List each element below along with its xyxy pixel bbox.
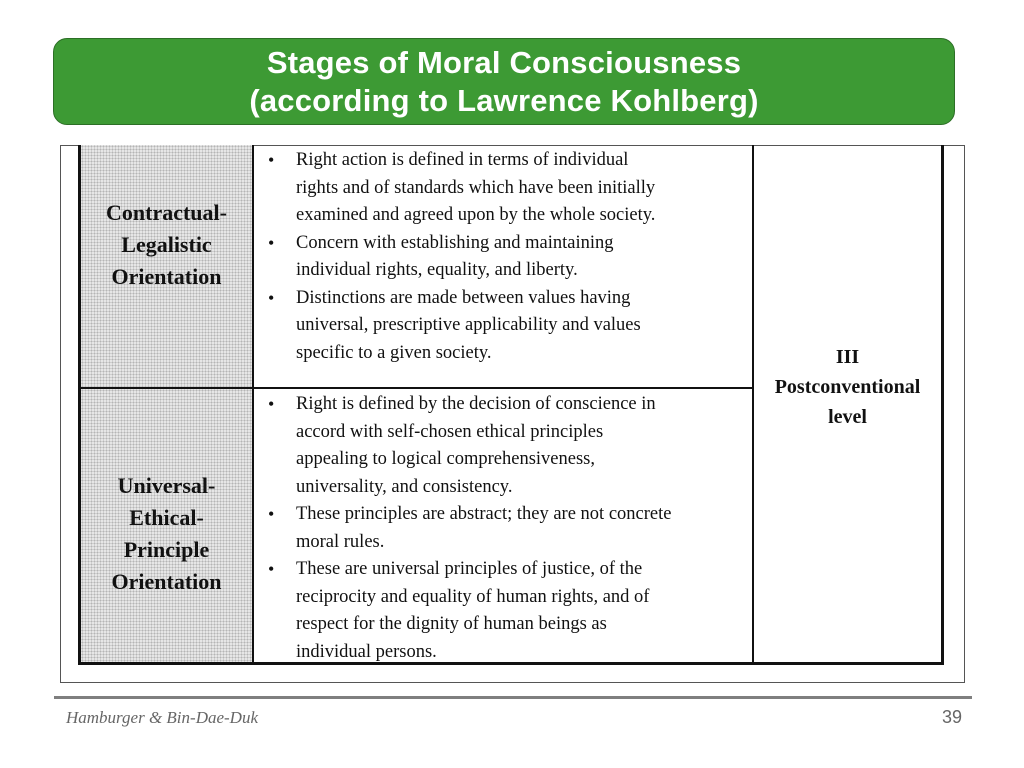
bullet-dot-icon: • <box>268 287 275 308</box>
footer-author: Hamburger & Bin-Dae-Duk <box>66 708 258 727</box>
bullet-item: • Distinctions are made between values having universal, prescriptive applicability and values specific to a given society. <box>264 285 746 368</box>
bullet-dot-icon: • <box>268 150 275 170</box>
table-row-universal <box>81 389 752 662</box>
footer-divider <box>54 696 972 699</box>
slide-title-line-1: Stages of Moral Consciousness <box>266 44 742 80</box>
level-name: Postconventional <box>774 375 921 398</box>
slide-title-banner <box>53 38 955 125</box>
bullet-dot-icon: • <box>268 232 275 253</box>
bullet-dot-icon: • <box>268 559 275 579</box>
bullet-dot-icon: • <box>268 504 275 524</box>
row-label-cell <box>81 145 254 387</box>
level-suffix: level <box>828 405 867 428</box>
row-bullets-cell <box>254 389 752 662</box>
row-bullets-cell <box>254 145 752 387</box>
row-label: Contractual- Legalistic Orientation <box>106 200 227 289</box>
level-label <box>775 342 921 432</box>
bullet-item: • Right is defined by the decision of conscience in accord with self-chosen ethical principles appealing to logical comprehensiveness, universality, and consistency. <box>264 391 746 501</box>
table-row-contractual <box>81 145 752 389</box>
slide-title-line-2: (according to Lawrence Kohlberg) <box>249 82 759 118</box>
bullet-item: • Concern with establishing and maintaining individual rights, equality, and liberty. <box>264 230 746 285</box>
bullet-dot-icon: • <box>268 394 275 414</box>
level-cell <box>752 145 941 662</box>
page-number: 39 <box>941 707 962 727</box>
bullet-item: • These principles are abstract; they are not concrete moral rules. <box>264 501 746 556</box>
level-numeral: III <box>835 345 860 368</box>
bullet-item: • Right action is defined in terms of individual rights and of standards which have been initially examined and agreed upon by the whole society. <box>264 147 746 230</box>
kohlberg-table <box>78 145 944 665</box>
row-label-cell <box>81 389 254 662</box>
bullet-item: • These are universal principles of justice, of the reciprocity and equality of human rights, and of respect for the dignity of human beings as individual persons. <box>264 556 746 666</box>
row-label: Universal- Ethical- Principle Orientation <box>111 472 222 594</box>
